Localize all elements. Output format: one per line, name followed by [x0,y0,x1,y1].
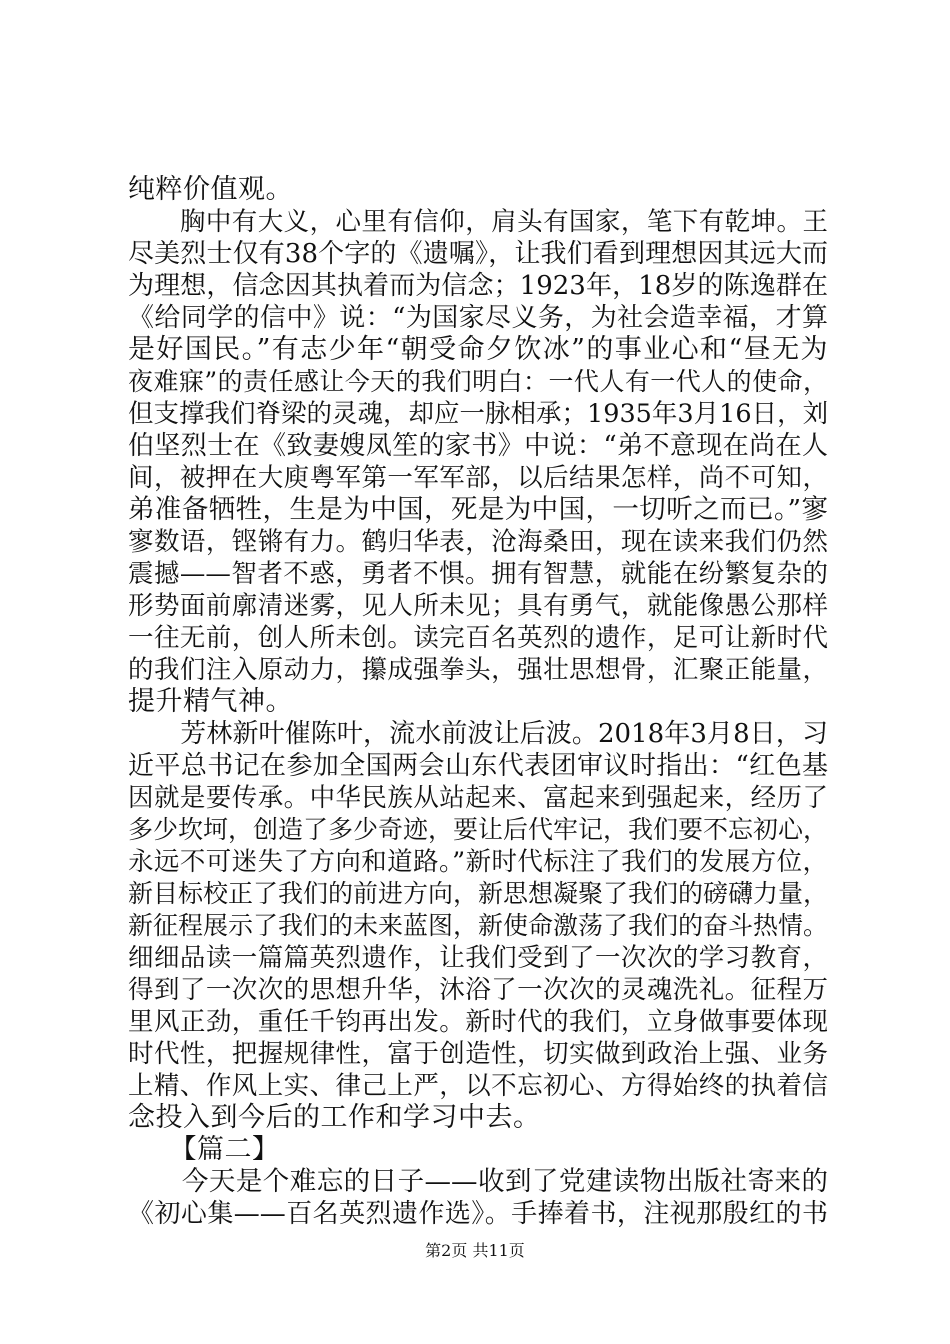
section-heading: 【篇二】 [128,1134,280,1165]
text-line: 寥数语，铿锵有力。鹤归华表，沧海桑田，现在读来我们仍然 [128,527,828,557]
text-line: 尽美烈士仅有38个字的《遗嘱》，让我们看到理想因其远大而 [128,239,828,269]
text-line: 但支撑我们脊梁的灵魂，却应一脉相承；1935年3月16日，刘 [128,399,829,429]
page-footer: 第2页 共11页 [425,1241,525,1260]
text-line: 一往无前，创人所未创。读完百名英烈的遗作，足可让新时代 [128,623,828,653]
text-line: 间，被押在大庾粤军第一军军部，以后结果怎样，尚不可知， [128,463,828,493]
text-line: 是好国民。”有志少年“朝受命夕饮冰”的事业心和“昼无为 [128,334,828,365]
text-line: 细细品读一篇篇英烈遗作，让我们受到了一次次的学习教育， [128,943,828,973]
text-line: 永远不可迷失了方向和道路。”新时代标注了我们的发展方位， [128,847,828,877]
text-line: 提升精气神。 [128,686,293,717]
text-line: 夜难寐”的责任感让今天的我们明白：一代人有一代人的使命， [128,367,828,396]
text-line: 因就是要传承。中华民族从站起来、富起来到强起来，经历了 [128,783,828,813]
text-line: 念投入到今后的工作和学习中去。 [128,1102,541,1133]
text-line: 《给同学的信中》说：“为国家尽义务，为社会造幸福，才算 [128,303,828,333]
text-line: 得到了一次次的思想升华，沐浴了一次次的灵魂洗礼。征程万 [128,975,828,1005]
text-line: 上精、作风上实、律己上严，以不忘初心、方得始终的执着信 [128,1071,828,1101]
text-line: 形势面前廓清迷雾，见人所未见；具有勇气，就能像愚公那样 [128,591,828,621]
text-line: 今天是个难忘的日子——收到了党建读物出版社寄来的 [128,1166,828,1197]
text-line: 多少坎坷，创造了多少奇迹，要让后代牢记，我们要不忘初心， [128,815,829,844]
text-line: 新征程展示了我们的未来蓝图，新使命激荡了我们的奋斗热情。 [128,911,829,940]
text-line: 震撼——智者不惑，勇者不惧。拥有智慧，就能在纷繁复杂的 [128,559,828,589]
text-line: 纯粹价值观。 [128,174,293,205]
text-line: 近平总书记在参加全国两会山东代表团审议时指出：“红色基 [128,751,828,781]
text-line: 为理想，信念因其执着而为信念；1923年，18岁的陈逸群在 [128,271,828,301]
text-line: 的我们注入原动力，攥成强拳头，强壮思想骨，汇聚正能量， [128,655,828,685]
text-line: 《初心集——百名英烈遗作选》。手捧着书，注视那殷红的书 [128,1199,828,1229]
text-line: 里风正劲，重任千钧再出发。新时代的我们，立身做事要体现 [128,1007,828,1037]
text-line: 新目标校正了我们的前进方向，新思想凝聚了我们的磅礴力量， [128,879,829,908]
text-line: 胸中有大义，心里有信仰，肩头有国家，笔下有乾坤。王 [128,207,828,237]
text-line: 芳林新叶催陈叶，流水前波让后波。2018年3月8日，习 [128,719,828,749]
text-line: 时代性，把握规律性，富于创造性，切实做到政治上强、业务 [128,1039,828,1069]
text-line: 弟准备牺牲，生是为中国，死是为中国，一切听之而已。”寥 [128,494,828,525]
text-line: 伯坚烈士在《致妻嫂凤笙的家书》中说：“弟不意现在尚在人 [128,431,828,461]
